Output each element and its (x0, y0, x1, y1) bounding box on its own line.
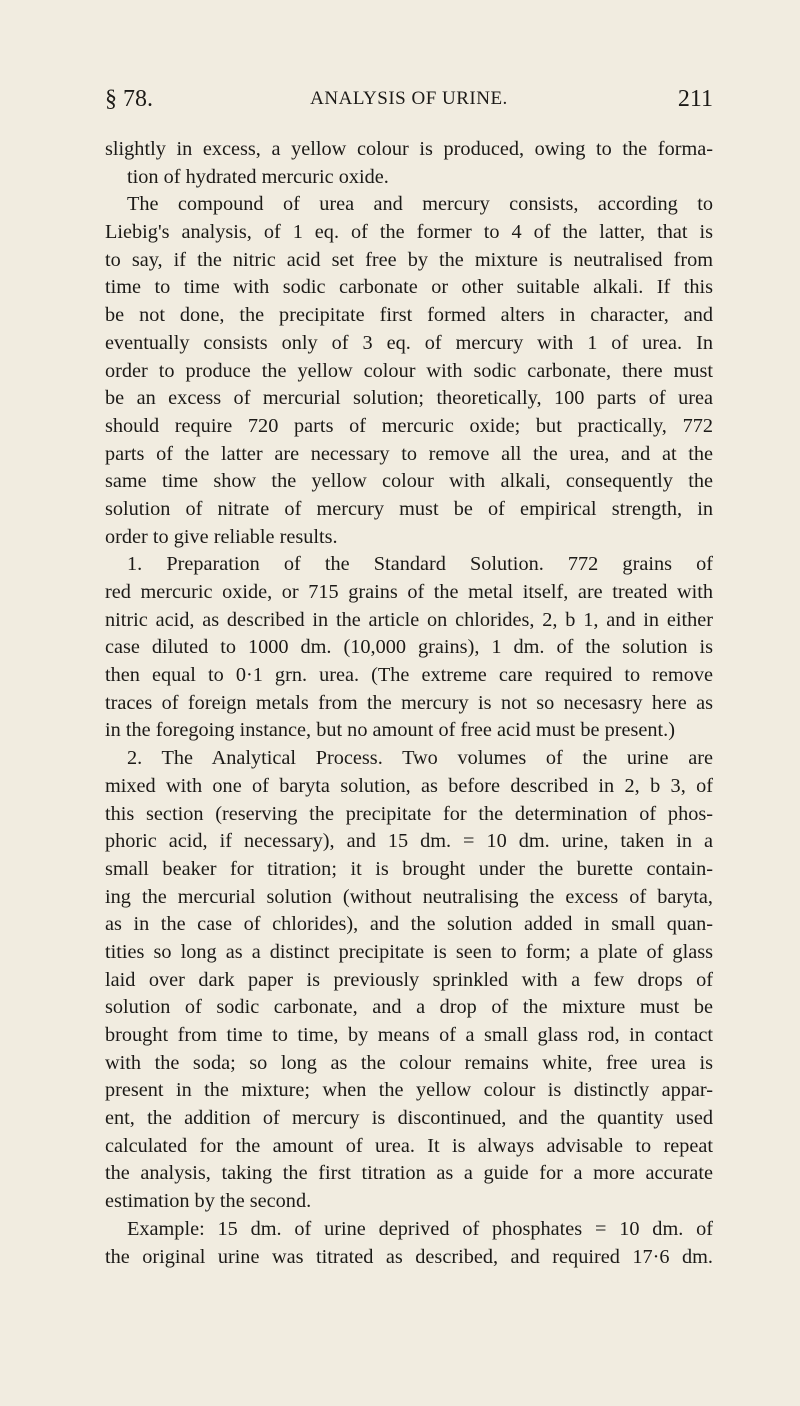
text-line: estimation by the second. (105, 1190, 312, 1213)
text-line: small beaker for titration; it is brought under the burette contain- (105, 857, 713, 880)
text-line: calculated for the amount of urea. It is always advisable to repeat (105, 1134, 713, 1157)
running-title: ANALYSIS OF URINE. (310, 88, 508, 109)
text-line: the original urine was titrated as described, and required 17·6 dm. (105, 1245, 713, 1268)
text-line: laid over dark paper is previously sprinkled with a few drops of (105, 968, 713, 991)
text-line: case diluted to 1000 dm. (10,000 grains), 1 dm. of the solution is (105, 636, 713, 659)
text-line: with the soda; so long as the colour remains white, free urea is (105, 1051, 713, 1074)
text-line: slightly in excess, a yellow colour is produced, owing to the forma- (105, 138, 713, 160)
text-line: same time show the yellow colour with alkali, consequently the (105, 470, 713, 493)
text-line: to say, if the nitric acid set free by the mixture is neutralised from (105, 248, 713, 271)
section-number: § 78. (105, 86, 153, 112)
text-line: the analysis, taking the first titration as a guide for a more accurate (105, 1162, 713, 1185)
text-line: should require 720 parts of mercuric oxide; but practically, 772 (105, 414, 713, 437)
text-line: brought from time to time, by means of a small glass rod, in contact (105, 1024, 713, 1046)
text-line: solution of sodic carbonate, and a drop of the mixture must be (105, 996, 713, 1019)
text-line: traces of foreign metals from the mercury is not so necesasry here as (105, 691, 713, 714)
text-line: in the foregoing instance, but no amount of free acid must be present.) (105, 719, 675, 742)
text-line: then equal to 0·1 grn. urea. (The extreme care required to remove (105, 664, 713, 687)
text-line: nitric acid, as described in the article on chlorides, 2, b 1, and in either (105, 608, 713, 631)
text-line: order to give reliable results. (105, 525, 338, 548)
text-line: mixed with one of baryta solution, as before described in 2, b 3, of (105, 774, 713, 797)
text-line: eventually consists only of 3 eq. of mercury with 1 of urea. In (105, 331, 713, 354)
text-line: solution of nitrate of mercury must be of empirical strength, in (105, 497, 713, 520)
text-line: as in the case of chlorides), and the solution added in small quan- (105, 913, 713, 936)
text-line: ing the mercurial solution (without neutralising the excess of baryta, (105, 885, 713, 908)
text-line: be an excess of mercurial solution; theoretically, 100 parts of urea (105, 387, 713, 410)
text-line: The compound of urea and mercury consists, according to (127, 193, 713, 216)
page-number: 211 (677, 86, 713, 112)
text-line: this section (reserving the precipitate for the determination of phos- (105, 802, 713, 825)
page-header (105, 86, 713, 116)
body-text (105, 136, 713, 1271)
text-line: tities so long as a distinct precipitate is seen to form; a plate of glass (105, 940, 713, 963)
text-line: ent, the addition of mercury is discontinued, and the quantity used (105, 1107, 713, 1130)
text-line: Liebig's analysis, of 1 eq. of the former to 4 of the latter, that is (105, 221, 713, 244)
text-line: phoric acid, if necessary), and 15 dm. = 10 dm. urine, taken in a (105, 830, 713, 853)
text-line: order to produce the yellow colour with sodic carbonate, there must (105, 359, 713, 382)
text-line: 2. The Analytical Process. Two volumes of the urine are (127, 747, 713, 770)
text-line: red mercuric oxide, or 715 grains of the metal itself, are treated with (105, 581, 713, 603)
text-line: tion of hydrated mercuric oxide. (127, 165, 389, 188)
text-line: Example: 15 dm. of urine deprived of phosphates = 10 dm. of (127, 1217, 713, 1240)
text-line: 1. Preparation of the Standard Solution. 772 grains of (127, 553, 713, 576)
text-line: time to time with sodic carbonate or other suitable alkali. If this (105, 276, 713, 299)
text-line: present in the mixture; when the yellow colour is distinctly appar- (105, 1079, 713, 1102)
text-line: be not done, the precipitate first formed alters in character, and (105, 304, 713, 327)
text-line: parts of the latter are necessary to remove all the urea, and at the (105, 442, 713, 465)
